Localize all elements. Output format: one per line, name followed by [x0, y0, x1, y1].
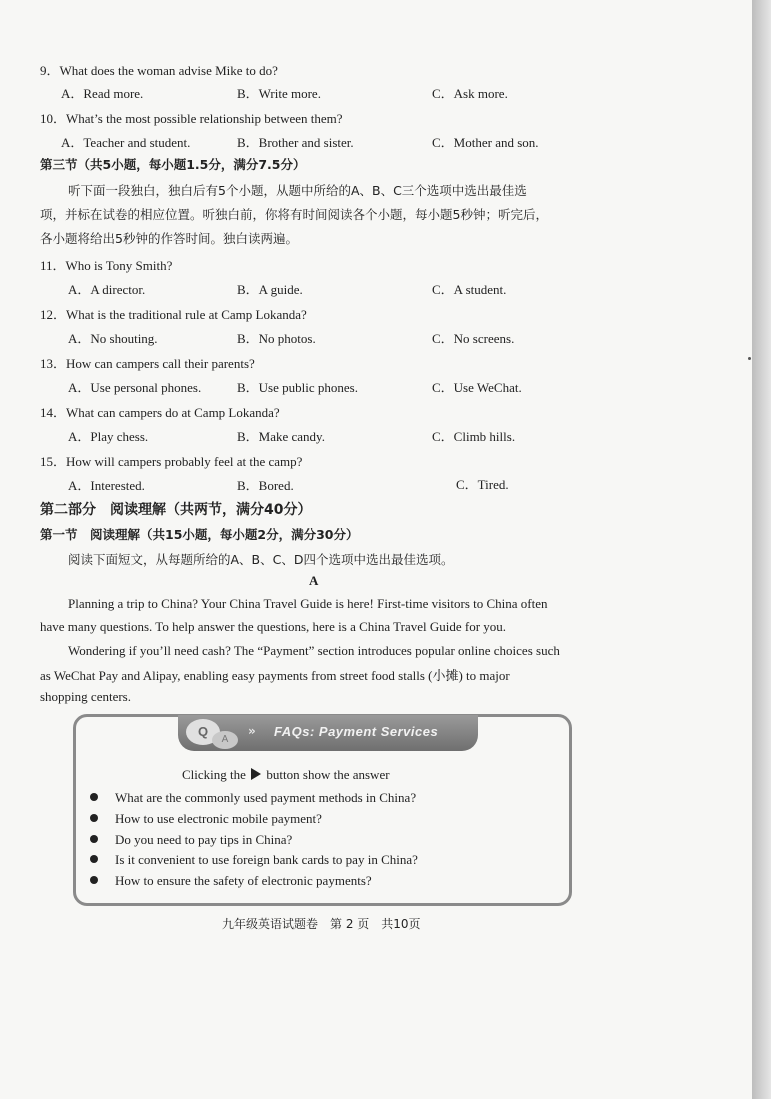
play-icon — [251, 768, 261, 780]
faq-hint — [182, 767, 390, 783]
passage-line: shopping centers. — [40, 689, 131, 704]
option-a: A．Play chess. — [68, 429, 149, 444]
question-stem: 9．What does the woman advise Mike to do? — [40, 63, 278, 78]
option-b: B．Bored. — [237, 478, 294, 493]
bullet-icon — [90, 835, 98, 843]
faq-question: What are the commonly used payment methods in China? — [115, 790, 417, 805]
option-a: A．Read more. — [61, 86, 144, 101]
faq-title: FAQs: Payment Services — [274, 724, 439, 739]
bullet-icon — [90, 855, 98, 863]
passage-label: A — [309, 573, 319, 588]
option-a: A．Teacher and student. — [61, 135, 191, 150]
section-heading: 第一节 阅读理解（共15小题，每小题2分，满分30分） — [40, 527, 359, 542]
option-b: B．Write more. — [237, 86, 321, 101]
hint-text: button show the answer — [266, 767, 390, 782]
double-chevron-icon: » — [248, 724, 256, 738]
page-edge — [752, 0, 771, 1099]
option-c: C．Mother and son. — [432, 135, 539, 150]
option-c: C．Climb hills. — [432, 429, 516, 444]
faq-item[interactable] — [90, 811, 322, 827]
instruction-line: 听下面一段独白，独白后有5个小题，从题中所给的A、B、C三个选项中选出最佳选 — [68, 183, 527, 198]
instruction-line: 各小题将给出5秒钟的作答时间。独白读两遍。 — [40, 231, 298, 246]
a-bubble-icon: A — [212, 731, 238, 749]
faq-question: How to use electronic mobile payment? — [115, 811, 322, 826]
question-stem: 15．How will campers probably feel at the camp? — [40, 454, 303, 469]
option-c: C．A student. — [432, 282, 507, 297]
bullet-icon — [90, 814, 98, 822]
bullet-icon — [90, 876, 98, 884]
faq-question: Is it convenient to use foreign bank cards to pay in China? — [115, 852, 418, 867]
faq-box — [73, 714, 572, 906]
option-b: B．A guide. — [237, 282, 303, 297]
question-stem: 13．How can campers call their parents? — [40, 356, 255, 371]
passage-line: have many questions. To help answer the questions, here is a China Travel Guide for you. — [40, 619, 507, 634]
option-b: B．Brother and sister. — [237, 135, 354, 150]
option-b: B．Make candy. — [237, 429, 325, 444]
question-stem: 10．What’s the most possible relationship between them? — [40, 111, 343, 126]
option-c: C．Ask more. — [432, 86, 508, 101]
option-c: C．No screens. — [432, 331, 515, 346]
option-b: B．Use public phones. — [237, 380, 358, 395]
option-b: B．No photos. — [237, 331, 316, 346]
question-stem: 14．What can campers do at Camp Lokanda? — [40, 405, 280, 420]
instruction-line: 项，并标在试卷的相应位置。听独白前，你将有时间阅读各个小题，每小题5秒钟；听完后， — [40, 207, 548, 222]
faq-question: Do you need to pay tips in China? — [115, 832, 293, 847]
passage-line: Wondering if you’ll need cash? The “Payment” section introduces popular online choices such — [68, 643, 560, 658]
faq-item[interactable] — [90, 873, 372, 889]
section-heading: 第三节（共5小题，每小题1.5分，满分7.5分） — [40, 157, 306, 172]
page-footer: 九年级英语试题卷 第 2 页 共10页 — [222, 917, 421, 931]
faq-item[interactable] — [90, 852, 418, 868]
option-a: A．A director. — [68, 282, 146, 297]
faq-question: How to ensure the safety of electronic payments? — [115, 873, 372, 888]
option-a: A．No shouting. — [68, 331, 158, 346]
passage-line: as WeChat Pay and Alipay, enabling easy payments from street food stalls (小摊) to major — [40, 668, 510, 683]
question-stem: 12．What is the traditional rule at Camp Lokanda? — [40, 307, 307, 322]
q-bubble-icon: Q — [186, 719, 220, 745]
bullet-icon — [90, 793, 98, 801]
hint-text: Clicking the — [182, 767, 246, 782]
faq-item[interactable] — [90, 832, 292, 848]
passage-line: Planning a trip to China? Your China Travel Guide is here! First-time visitors to China often — [68, 596, 548, 611]
instruction-line: 阅读下面短文，从每题所给的A、B、C、D四个选项中选出最佳选项。 — [68, 552, 454, 567]
faq-banner — [178, 715, 478, 751]
scan-speck — [748, 357, 751, 360]
question-stem: 11．Who is Tony Smith? — [40, 258, 173, 273]
option-c: C．Tired. — [456, 477, 509, 492]
option-a: A．Use personal phones. — [68, 380, 202, 395]
faq-item[interactable] — [90, 790, 416, 806]
option-c: C．Use WeChat. — [432, 380, 522, 395]
option-a: A．Interested. — [68, 478, 145, 493]
part-heading: 第二部分 阅读理解（共两节，满分40分） — [40, 502, 312, 518]
